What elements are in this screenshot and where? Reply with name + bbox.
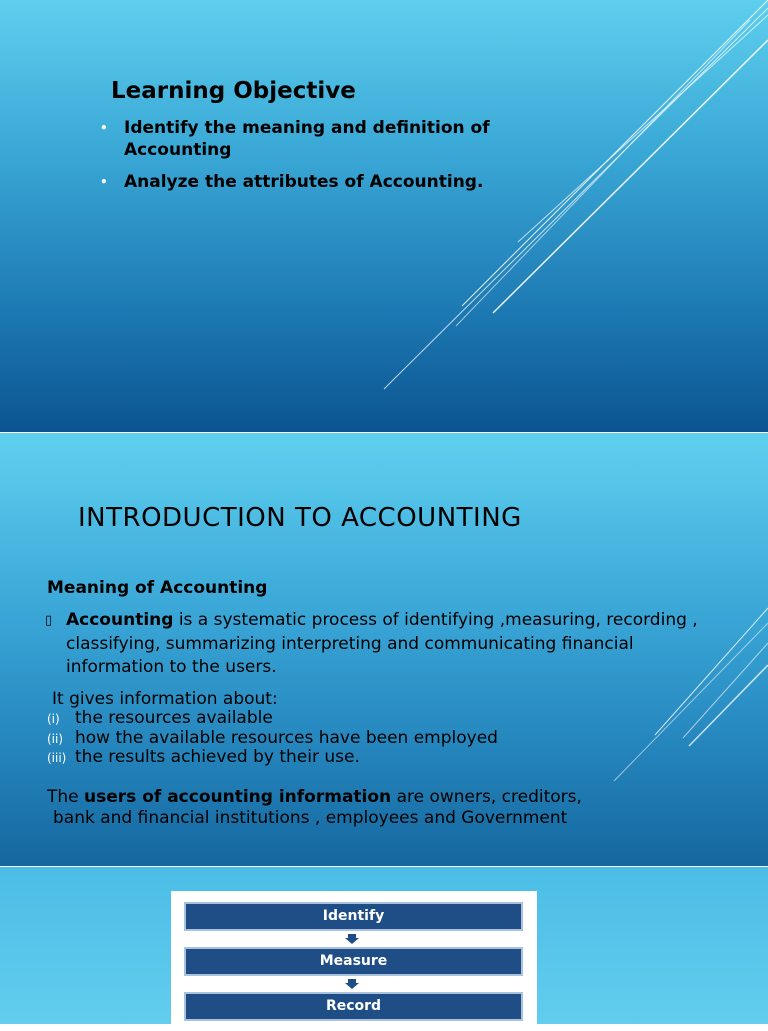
bullet-icon: • [100,175,108,189]
users-prefix: The [47,787,85,807]
definition-paragraph [45,609,705,680]
list-item [47,709,498,729]
list-item [100,117,560,161]
info-list [47,709,498,768]
bullet-icon: • [100,121,108,135]
item-number: (iii) [47,751,67,765]
item-text: how the available resources have been employed [75,727,498,748]
item-number: (i) [47,712,60,726]
flow-step-record: Record [184,992,523,1021]
objective-text: Analyze the attributes of Accounting. [124,172,484,192]
section-title: INTRODUCTION TO ACCOUNTING [78,503,522,533]
list-item [100,171,560,193]
objective-text: Identify the meaning and definition of Accounting [124,118,490,160]
objectives-list [100,117,560,203]
slide-title: Learning Objective [111,78,356,104]
definition-text: is a systematic process of identifying ,measuring, recording , classifying, summarizing interpreting and communicating financial information to the users. [66,610,698,677]
users-bold: users of accounting information [84,787,392,807]
info-intro: It gives information about: [52,689,278,709]
list-item [47,748,498,768]
flow-step-identify: Identify [184,902,523,931]
item-text: the resources available [75,708,273,728]
section-subtitle: Meaning of Accounting [47,578,268,598]
users-line-2: bank and financial institutions , employees and Government [53,808,568,828]
decorative-diagonal-lines [0,0,768,432]
flow-step-measure: Measure [184,947,523,976]
bullet-box-icon: ▯ [45,613,53,628]
item-number: (ii) [47,731,64,746]
item-text: the results achieved by their use. [75,747,360,767]
slide-learning-objective [0,0,768,432]
users-suffix: are owners, creditors, [391,787,582,807]
list-item [47,729,498,749]
users-paragraph [47,787,727,829]
down-arrow-icon [345,979,359,989]
down-arrow-icon [345,934,359,944]
definition-term: Accounting [66,610,174,630]
